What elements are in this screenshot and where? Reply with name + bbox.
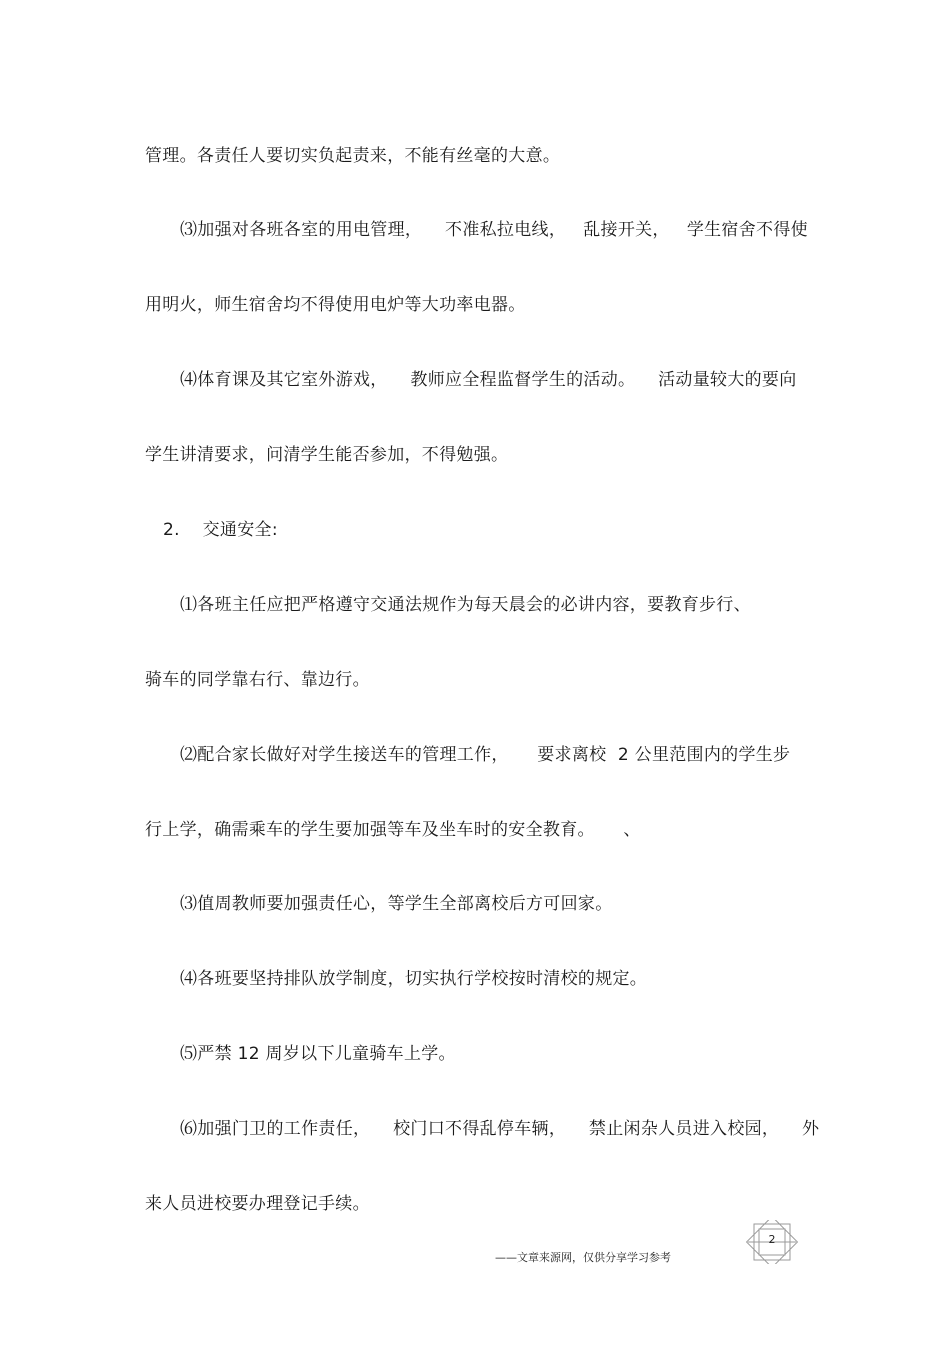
paragraph-line: ⑴各班主任应把严格遵守交通法规作为每天晨会的必讲内容，要教育步行、 <box>180 595 751 615</box>
paragraph-line: ⑹加强门卫的工作责任， 校门口不得乱停车辆， 禁止闲杂人员进入校园， 外 <box>180 1119 820 1139</box>
paragraph-line: 管理。各责任人要切实负起责来，不能有丝毫的大意。 <box>145 146 561 166</box>
paragraph-line: ⑶加强对各班各室的用电管理， 不准私拉电线， 乱接开关， 学生宿舍不得使 <box>180 220 808 240</box>
section-heading: 2. 交通安全: <box>163 520 278 540</box>
footer-source-note: ——文章来源网，仅供分享学习参考 <box>495 1251 671 1264</box>
paragraph-line: 学生讲清要求，问清学生能否参加，不得勉强。 <box>145 445 509 465</box>
paragraph-line: 骑车的同学靠右行、靠边行。 <box>145 670 370 690</box>
paragraph-line: ⑷各班要坚持排队放学制度，切实执行学校按时清校的规定。 <box>180 969 648 989</box>
paragraph-line: ⑷体育课及其它室外游戏， 教师应全程监督学生的活动。 活动量较大的要向 <box>180 370 797 390</box>
paragraph-line: 行上学，确需乘车的学生要加强等车及坐车时的安全教育。 、 <box>145 820 641 840</box>
page-number-seal <box>746 1220 798 1264</box>
paragraph-line: 来人员进校要办理登记手续。 <box>145 1194 370 1214</box>
paragraph-line: ⑶值周教师要加强责任心，等学生全部离校后方可回家。 <box>180 894 613 914</box>
page-number: 2 <box>768 1233 776 1246</box>
paragraph-line: ⑸严禁 12 周岁以下儿童骑车上学。 <box>180 1044 456 1064</box>
paragraph-line: 用明火，师生宿舍均不得使用电炉等大功率电器。 <box>145 295 526 315</box>
paragraph-line: ⑵配合家长做好对学生接送车的管理工作， 要求离校 2 公里范围内的学生步 <box>180 745 791 765</box>
